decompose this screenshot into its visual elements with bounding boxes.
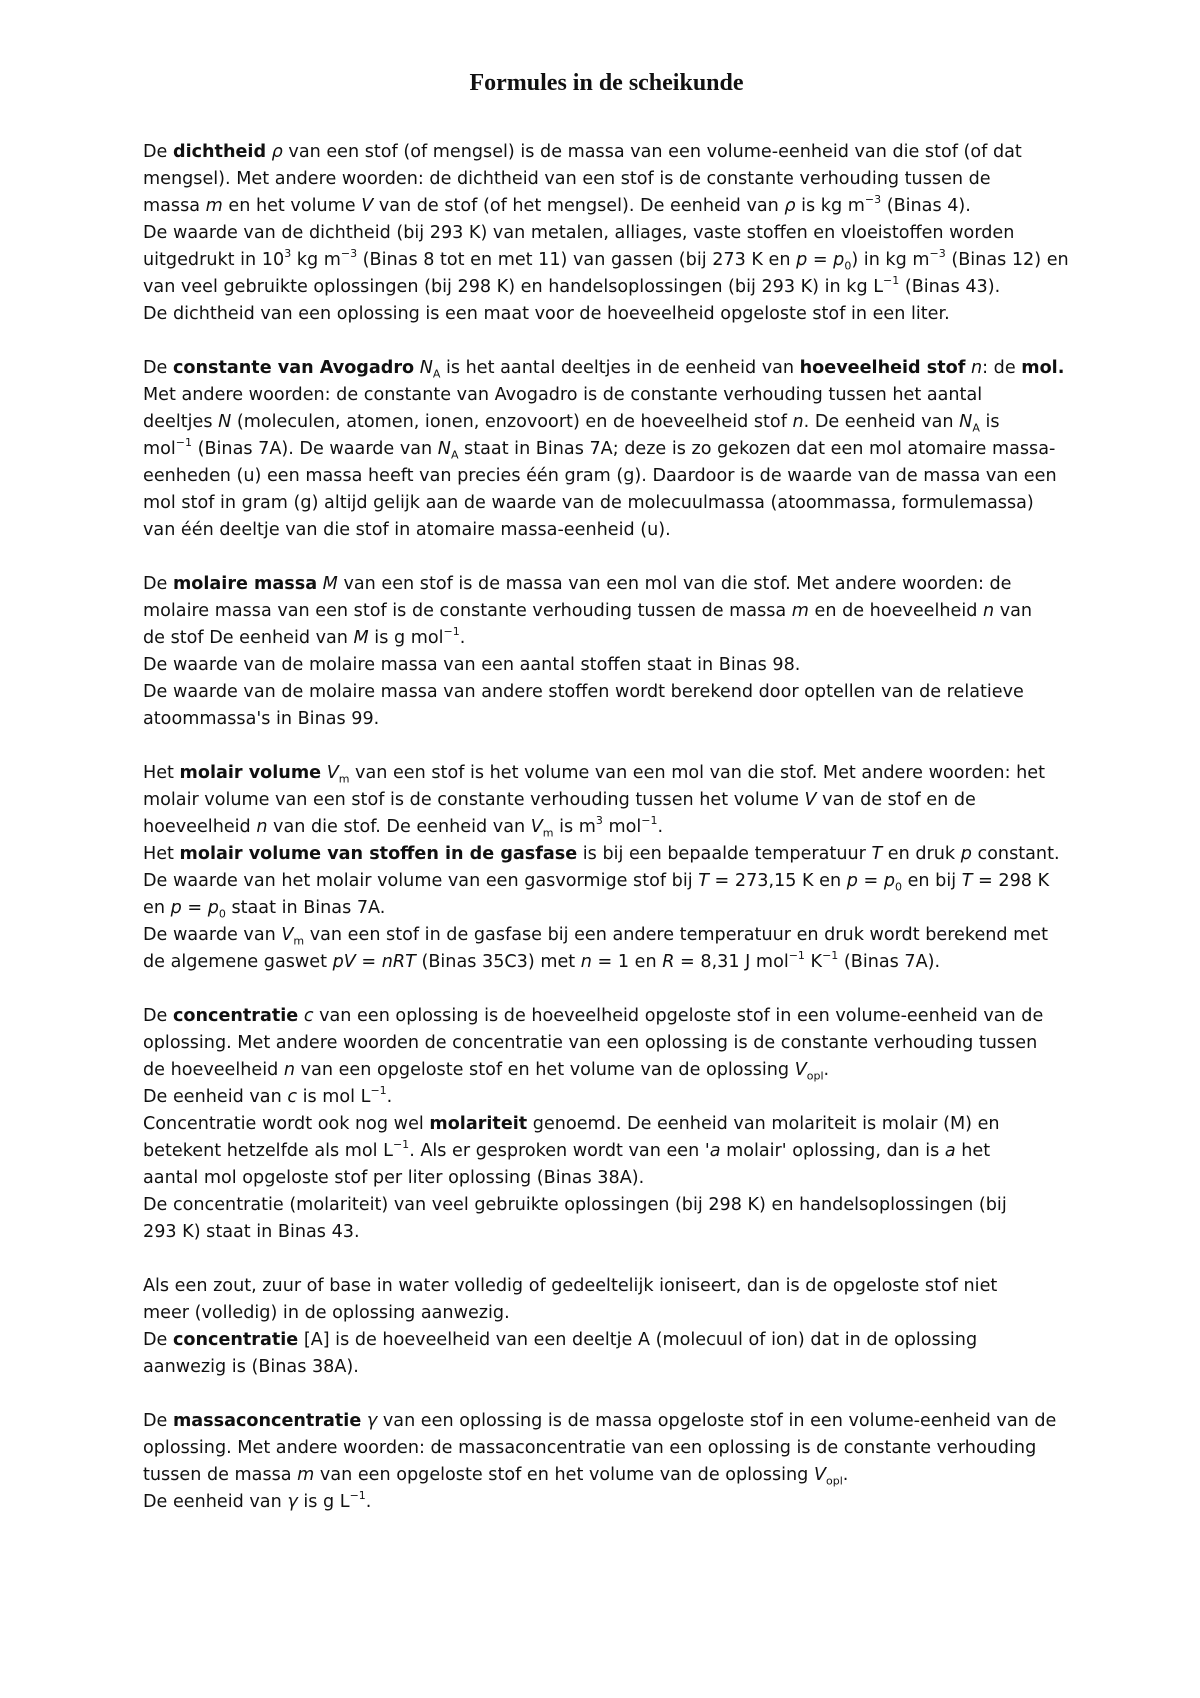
paragraph-avogadro [143,355,1070,544]
text-line: de algemene gaswet pV = nRT (Binas 35C3) met n = 1 en R = 8,31 J mol$^{-1}$ $K^{-1}$ (Binas 7A). [143,949,941,972]
text-line: De waarde van de molaire massa van andere stoffen wordt berekend door optellen van de relatieve [143,682,1024,702]
text-line: Het molair volume van stoffen in de gasfase is bij een bepaalde temperatuur T en druk p constant. [143,844,1060,864]
text-line: aantal mol opgeloste stof per liter oplossing (Binas 38A). [143,1168,645,1188]
text-line: De dichtheid van een oplossing is een maat voor de hoeveelheid opgeloste stof in een liter. [143,304,950,324]
text-line: van één deeltje van die stof in atomaire massa-eenheid (u). [143,520,671,540]
paragraph-concentratie [143,1003,1070,1246]
text-line: eenheden (u) een massa heeft van precies één gram (g). Daardoor is de waarde van de massa van een [143,466,1057,486]
text-line: De eenheid van c is mol $L^{-1}$. [143,1084,393,1107]
text-line: mengsel). Met andere woorden: de dichtheid van een stof is de constante verhouding tussen de [143,169,991,189]
text-line: Het molair volume $V_m$ van een stof is het volume van een mol van die stof. Met andere woorden: het [143,763,1045,786]
text-line: mol$^{-1}$ (Binas 7A). De waarde van $N_A$ staat in Binas 7A; deze is zo gekozen dat een mol atomaire massa- [143,436,1056,462]
text-line: betekent hetzelfde als mol $L^{-1}$. Als er gesproken wordt van een 'a molair' oplossing, dan is a het [143,1138,991,1161]
text-line: atoommassa's in Binas 99. [143,709,380,729]
text-line: de stof De eenheid van M is g mol$^{-1}$. [143,625,466,648]
paragraph-molair-volume [143,760,1070,976]
text-line: hoeveelheid n van die stof. De eenheid van $V_m$ is $m^3$ mol$^{-1}$. [143,814,664,840]
text-line: deeltjes N (moleculen, atomen, ionen, enzovoort) en de hoeveelheid stof n. De eenheid van $N_A$ is [143,412,1000,435]
text-line: De eenheid van γ is g $L^{-1}$. [143,1489,372,1512]
text-line: oplossing. Met andere woorden: de massaconcentratie van een oplossing is de constante verhouding [143,1438,1037,1458]
text-line: De waarde van de molaire massa van een aantal stoffen staat in Binas 98. [143,655,801,675]
text-line: tussen de massa m van een opgeloste stof en het volume van de oplossing $V_{opl}$. [143,1465,849,1488]
text-line: en $p = p_0$ staat in Binas 7A. [143,898,386,921]
text-line: oplossing. Met andere woorden de concentratie van een oplossing is de constante verhouding tussen [143,1033,1038,1053]
text-line: meer (volledig) in de oplossing aanwezig. [143,1303,510,1323]
text-line: De constante van Avogadro $N_A$ is het aantal deeltjes in de eenheid van hoeveelheid stof n: de mol. [143,358,1065,381]
text-line: De waarde van het molair volume van een gasvormige stof bij T = 273,15 K en $p = p_0$ en bij T = 298 K [143,871,1050,894]
text-line: De dichtheid ρ van een stof (of mengsel) is de massa van een volume-eenheid van die stof (of dat [143,142,1022,162]
text-line: De concentratie (molariteit) van veel gebruikte oplossingen (bij 298 K) en handelsoplossingen (bij [143,1195,1007,1215]
text-line: De waarde van $V_m$ van een stof in de gasfase bij een andere temperatuur en druk wordt berekend met [143,925,1049,948]
text-line: van veel gebruikte oplossingen (bij 298 K) en handelsoplossingen (bij 293 K) in kg $L^{-1}$ (Binas 43). [143,274,1001,297]
text-line: aanwezig is (Binas 38A). [143,1357,359,1377]
text-line: Met andere woorden: de constante van Avogadro is de constante verhouding tussen het aantal [143,385,983,405]
text-line: uitgedrukt in $10^3$ kg $m^{-3}$ (Binas 8 tot en met 11) van gassen (bij 273 K en $p = p_0$) in kg $m^{-3}$ (Binas 12) en [143,247,1069,273]
text-line: de hoeveelheid n van een opgeloste stof en het volume van de oplossing $V_{opl}$. [143,1060,830,1083]
text-line: De concentratie c van een oplossing is de hoeveelheid opgeloste stof in een volume-eenheid van de [143,1006,1044,1026]
page-title: Formules in de scheikunde [469,70,744,96]
text-line: De waarde van de dichtheid (bij 293 K) van metalen, alliages, vaste stoffen en vloeistoffen worden [143,223,1015,243]
text-line: De massaconcentratie γ van een oplossing is de massa opgeloste stof in een volume-eenheid van de [143,1411,1057,1431]
text-line: 293 K) staat in Binas 43. [143,1222,360,1242]
paragraph-ionisatie [143,1273,1070,1381]
text-line: massa m en het volume V van de stof (of het mengsel). De eenheid van ρ is kg $m^{-3}$ (Binas 4). [143,193,971,216]
paragraph-dichtheid [143,139,1070,328]
text-line: De molaire massa M van een stof is de massa van een mol van die stof. Met andere woorden: de [143,574,1012,594]
text-line: molaire massa van een stof is de constante verhouding tussen de massa m en de hoeveelheid n van [143,601,1033,621]
text-line: molair volume van een stof is de constante verhouding tussen het volume V van de stof en de [143,790,976,810]
paragraph-molaire-massa [143,571,1070,733]
paragraph-massaconcentratie [143,1408,1070,1516]
text-line: mol stof in gram (g) altijd gelijk aan de waarde van de molecuulmassa (atoommassa, formulemassa) [143,493,1034,513]
text-line: De concentratie [A] is de hoeveelheid van een deeltje A (molecuul of ion) dat in de oplossing [143,1330,978,1350]
text-line: Als een zout, zuur of base in water volledig of gedeeltelijk ioniseert, dan is de opgeloste stof niet [143,1276,998,1296]
text-line: Concentratie wordt ook nog wel molariteit genoemd. De eenheid van molariteit is molair (M) en [143,1114,1000,1134]
